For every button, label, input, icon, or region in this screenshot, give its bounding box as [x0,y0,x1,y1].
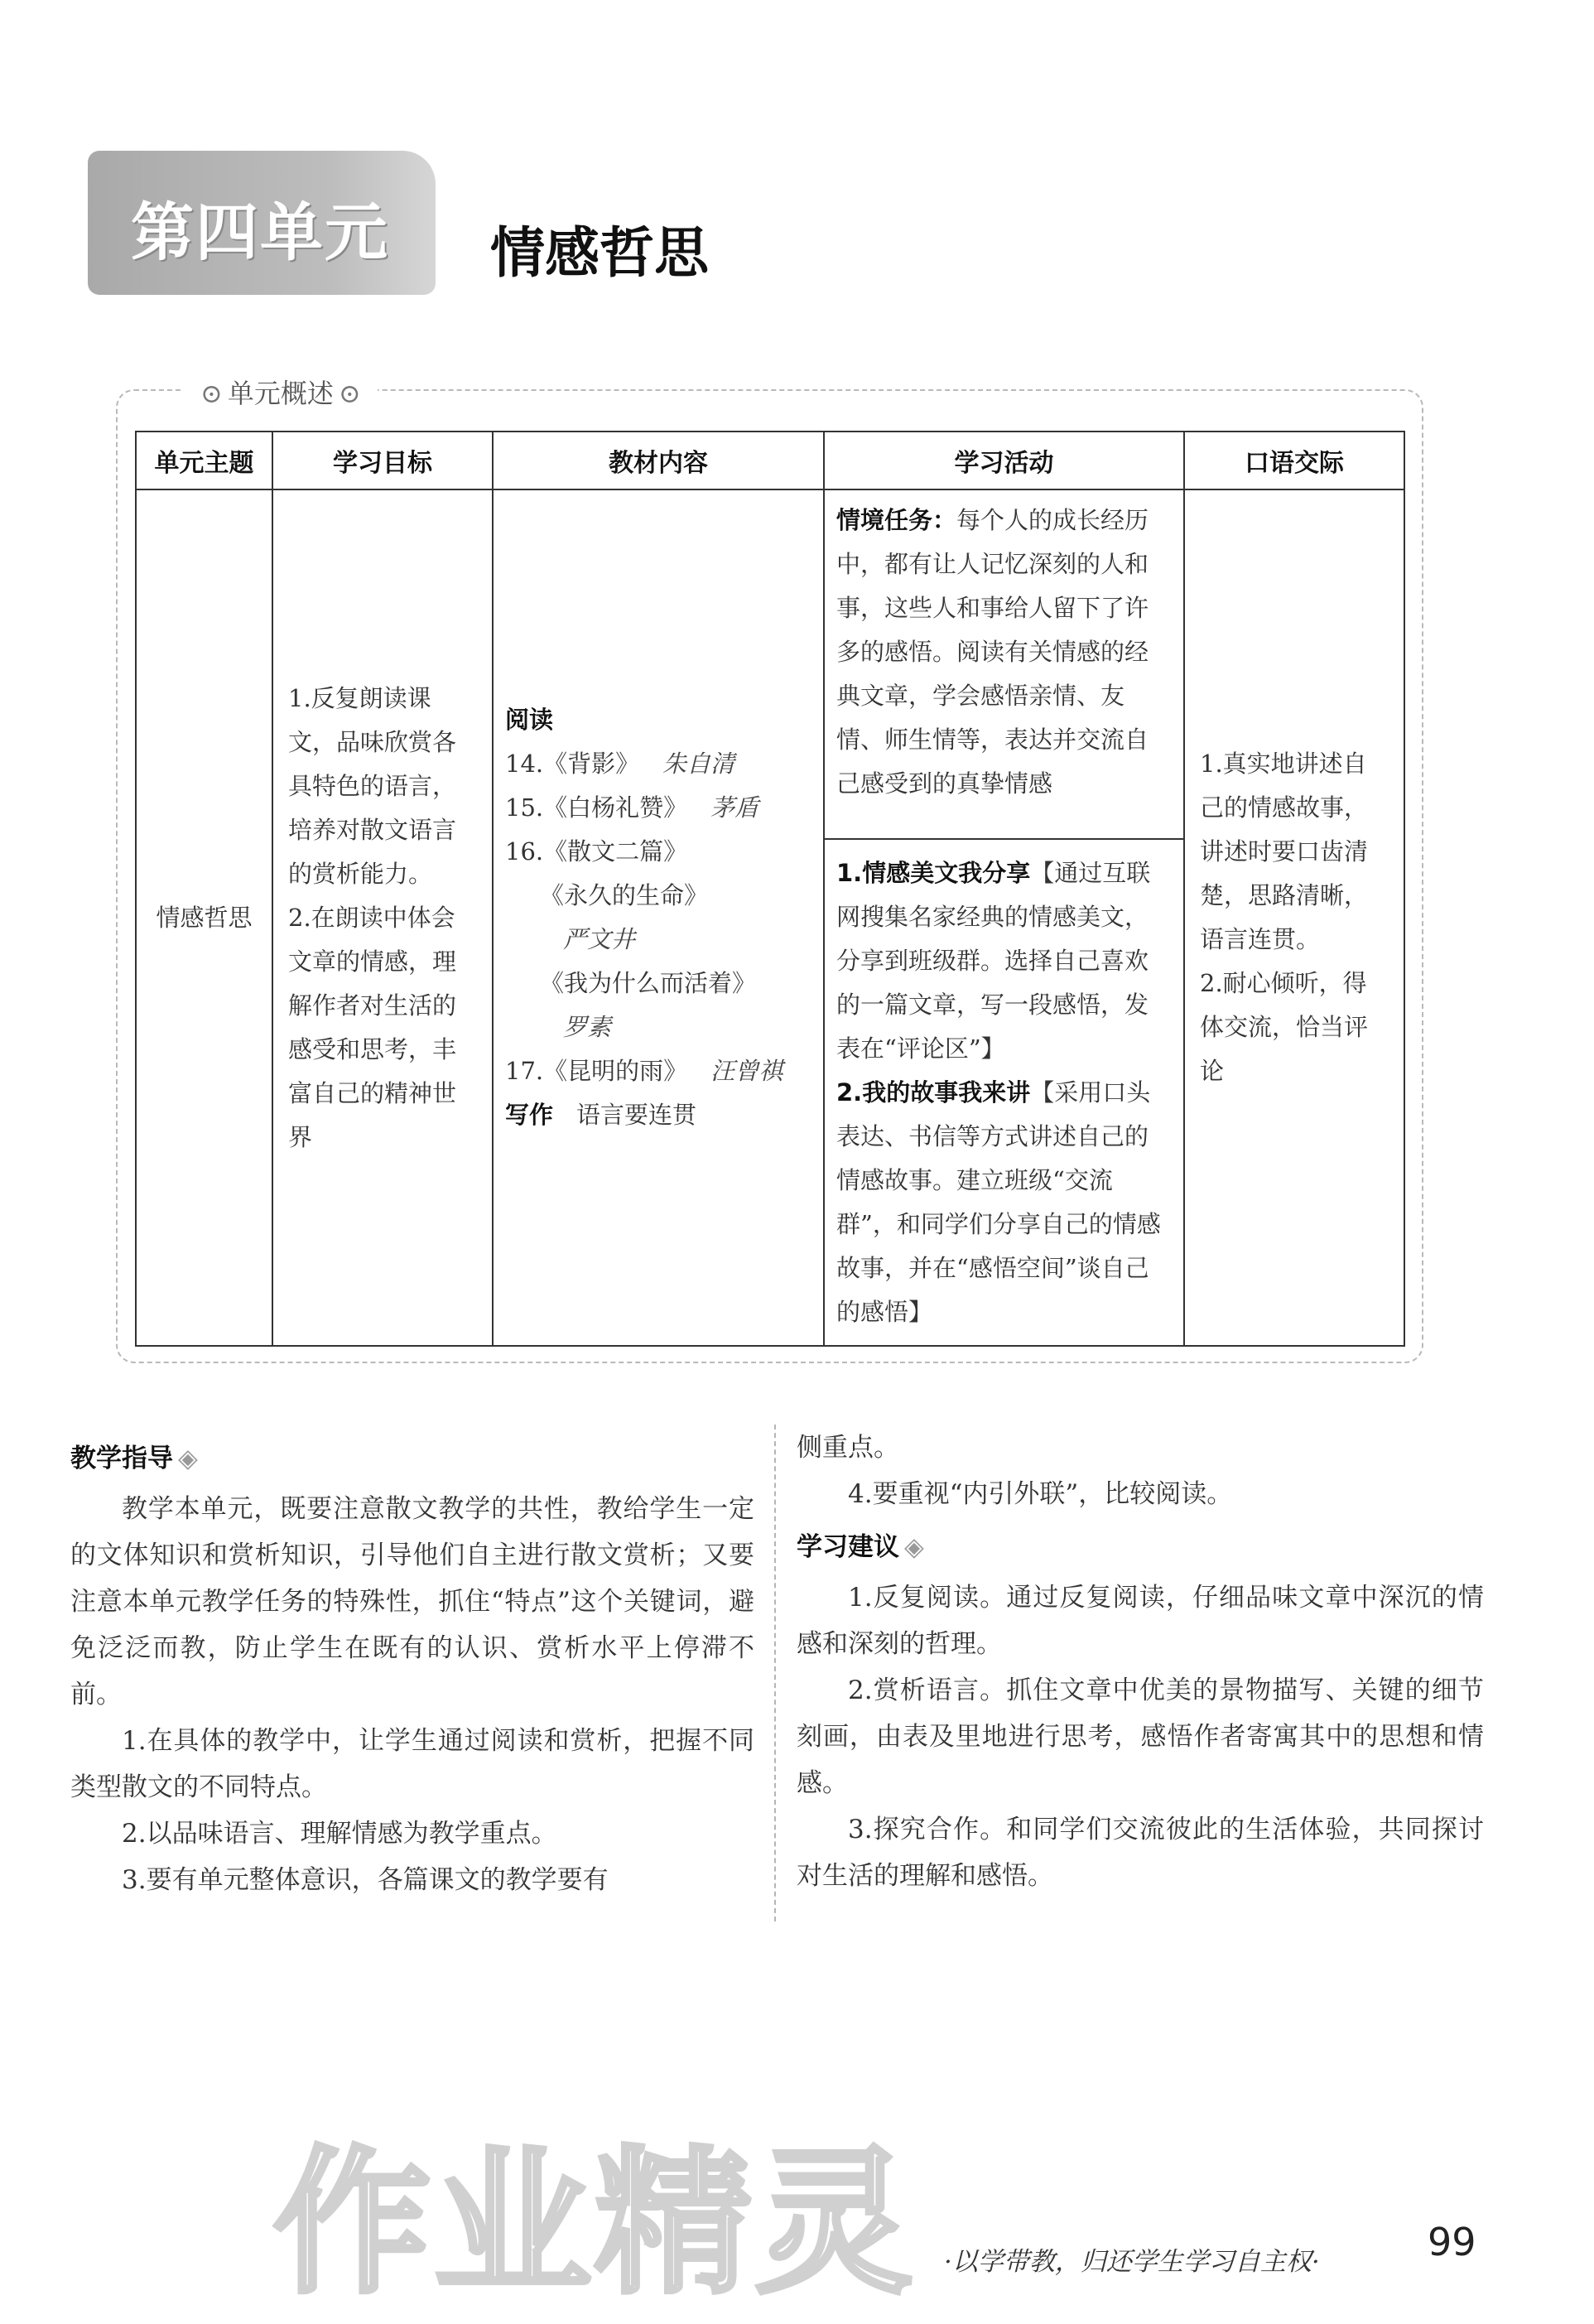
goal-item: 2.在朗读中体会文章的情感，理解作者对生活的感受和思考，丰富自己的精神世界 [288,903,457,1151]
oral-item: 1.真实地讲述自己的情感故事，讲述时要口齿清楚，思路清晰，语言连贯。 [1200,750,1369,953]
unit-title: 情感哲思 [490,221,709,285]
table-header-row [136,432,1404,489]
paragraph: 2.赏析语言。抓住文章中优美的景物描写、关键的细节刻画，由表及里地进行思考，感悟作者寄寓其中的思想和情感。 [797,1675,1484,1798]
footer-slogan: ·以学带教，归还学生学习自主权· [944,2247,1320,2277]
scenario-task: 情境任务：每个人的成长经历中，都有让人记忆深刻的人和事，这些人和事给人留下了许多的感悟。阅读有关情感的经典文章，学会感悟亲情、友情、师生情等，表达并交流自己感受到的真挚情感 [836,506,1149,798]
section-heading: 学习建议 ◈ [797,1532,924,1562]
table-row [136,489,1404,1346]
material-author: 罗素 [563,1013,612,1041]
column-divider [774,1425,776,1921]
material-item: 16.《散文二篇》 [505,837,688,865]
column-header: 学习目标 [272,432,493,489]
column-header: 口语交际 [1184,432,1404,489]
material-author: 严文井 [563,925,636,953]
right-column [797,1425,1484,1899]
unit-label: 第四单元 [131,195,389,269]
paragraph: 3.要有单元整体意识，各篇课文的教学要有 [122,1865,609,1895]
material-item: 《永久的生命》 [540,881,709,909]
material-item: 17.《昆明的雨》 汪曾祺 [505,1057,783,1085]
unit-badge [88,151,436,295]
paragraph: 2.以品味语言、理解情感为教学重点。 [122,1819,557,1849]
watermark: 作业精灵 [273,2132,917,2315]
activity-tasks [825,838,1183,1334]
task-item: 2.我的故事我来讲【采用口头表达、书信等方式讲述自己的情感故事。建立班级“交流群”，和同学们分享自己的情感故事，并在“感悟空间”谈自己的感悟】 [836,1078,1161,1326]
column-header: 单元主题 [136,432,272,489]
circle-dot-icon: ⊙ [338,378,361,409]
paragraph: 4.要重视“内引外联”，比较阅读。 [848,1479,1233,1509]
goal-item: 1.反复朗读课文，品味欣赏各具特色的语言，培养对散文语言的赏析能力。 [288,683,457,888]
overview-label: ⊙ 单元概述 ⊙ [184,373,378,411]
goals-cell [272,489,493,1346]
writing-item: 写作 语言要连贯 [505,1101,697,1129]
oral-cell [1184,489,1404,1346]
task-item: 1.情感美文我分享【通过互联网搜集名家经典的情感美文，分享到班级群。选择自己喜欢的一篇文章，写一段感悟，发表在“评论区”】 [836,859,1151,1063]
paragraph: 3.探究合作。和同学们交流彼此的生活体验，共同探讨对生活的理解和感悟。 [797,1815,1484,1891]
material-item: 15.《白杨礼赞》 茅盾 [505,793,759,822]
activities-cell [824,489,1184,1346]
teaching-guide-section [70,1437,754,1903]
column-header: 学习活动 [824,432,1184,489]
paragraph: 1.在具体的教学中，让学生通过阅读和赏析，把握不同类型散文的不同特点。 [70,1726,754,1802]
material-item: 《我为什么而活着》 [540,969,757,997]
diamond-icon: ◈ [904,1532,924,1562]
material-item: 14.《背影》 朱自清 [505,750,735,778]
theme-cell: 情感哲思 [136,489,272,1346]
materials-cell [493,489,824,1346]
reading-label: 阅读 [505,706,554,734]
paragraph: 1.反复阅读。通过反复阅读，仔细品味文章中深沉的情感和深刻的哲理。 [797,1583,1484,1659]
section-heading: 教学指导 ◈ [70,1444,198,1473]
paragraph: 教学本单元，既要注意散文教学的共性，教给学生一定的文体知识和赏析知识，引导他们自主进行散文赏析；又要注意本单元教学任务的特殊性，抓住“特点”这个关键词，避免泛泛而教，防止学生在既有的认识、赏析水平上停滞不前。 [70,1494,754,1709]
circle-dot-icon: ⊙ [200,378,223,409]
diamond-icon: ◈ [178,1444,198,1473]
page-number: 99 [1428,2220,1476,2264]
column-header: 教材内容 [493,432,824,489]
oral-item: 2.耐心倾听，得体交流，恰当评论 [1200,969,1369,1085]
overview-table [135,431,1405,1347]
paragraph: 侧重点。 [797,1433,899,1463]
